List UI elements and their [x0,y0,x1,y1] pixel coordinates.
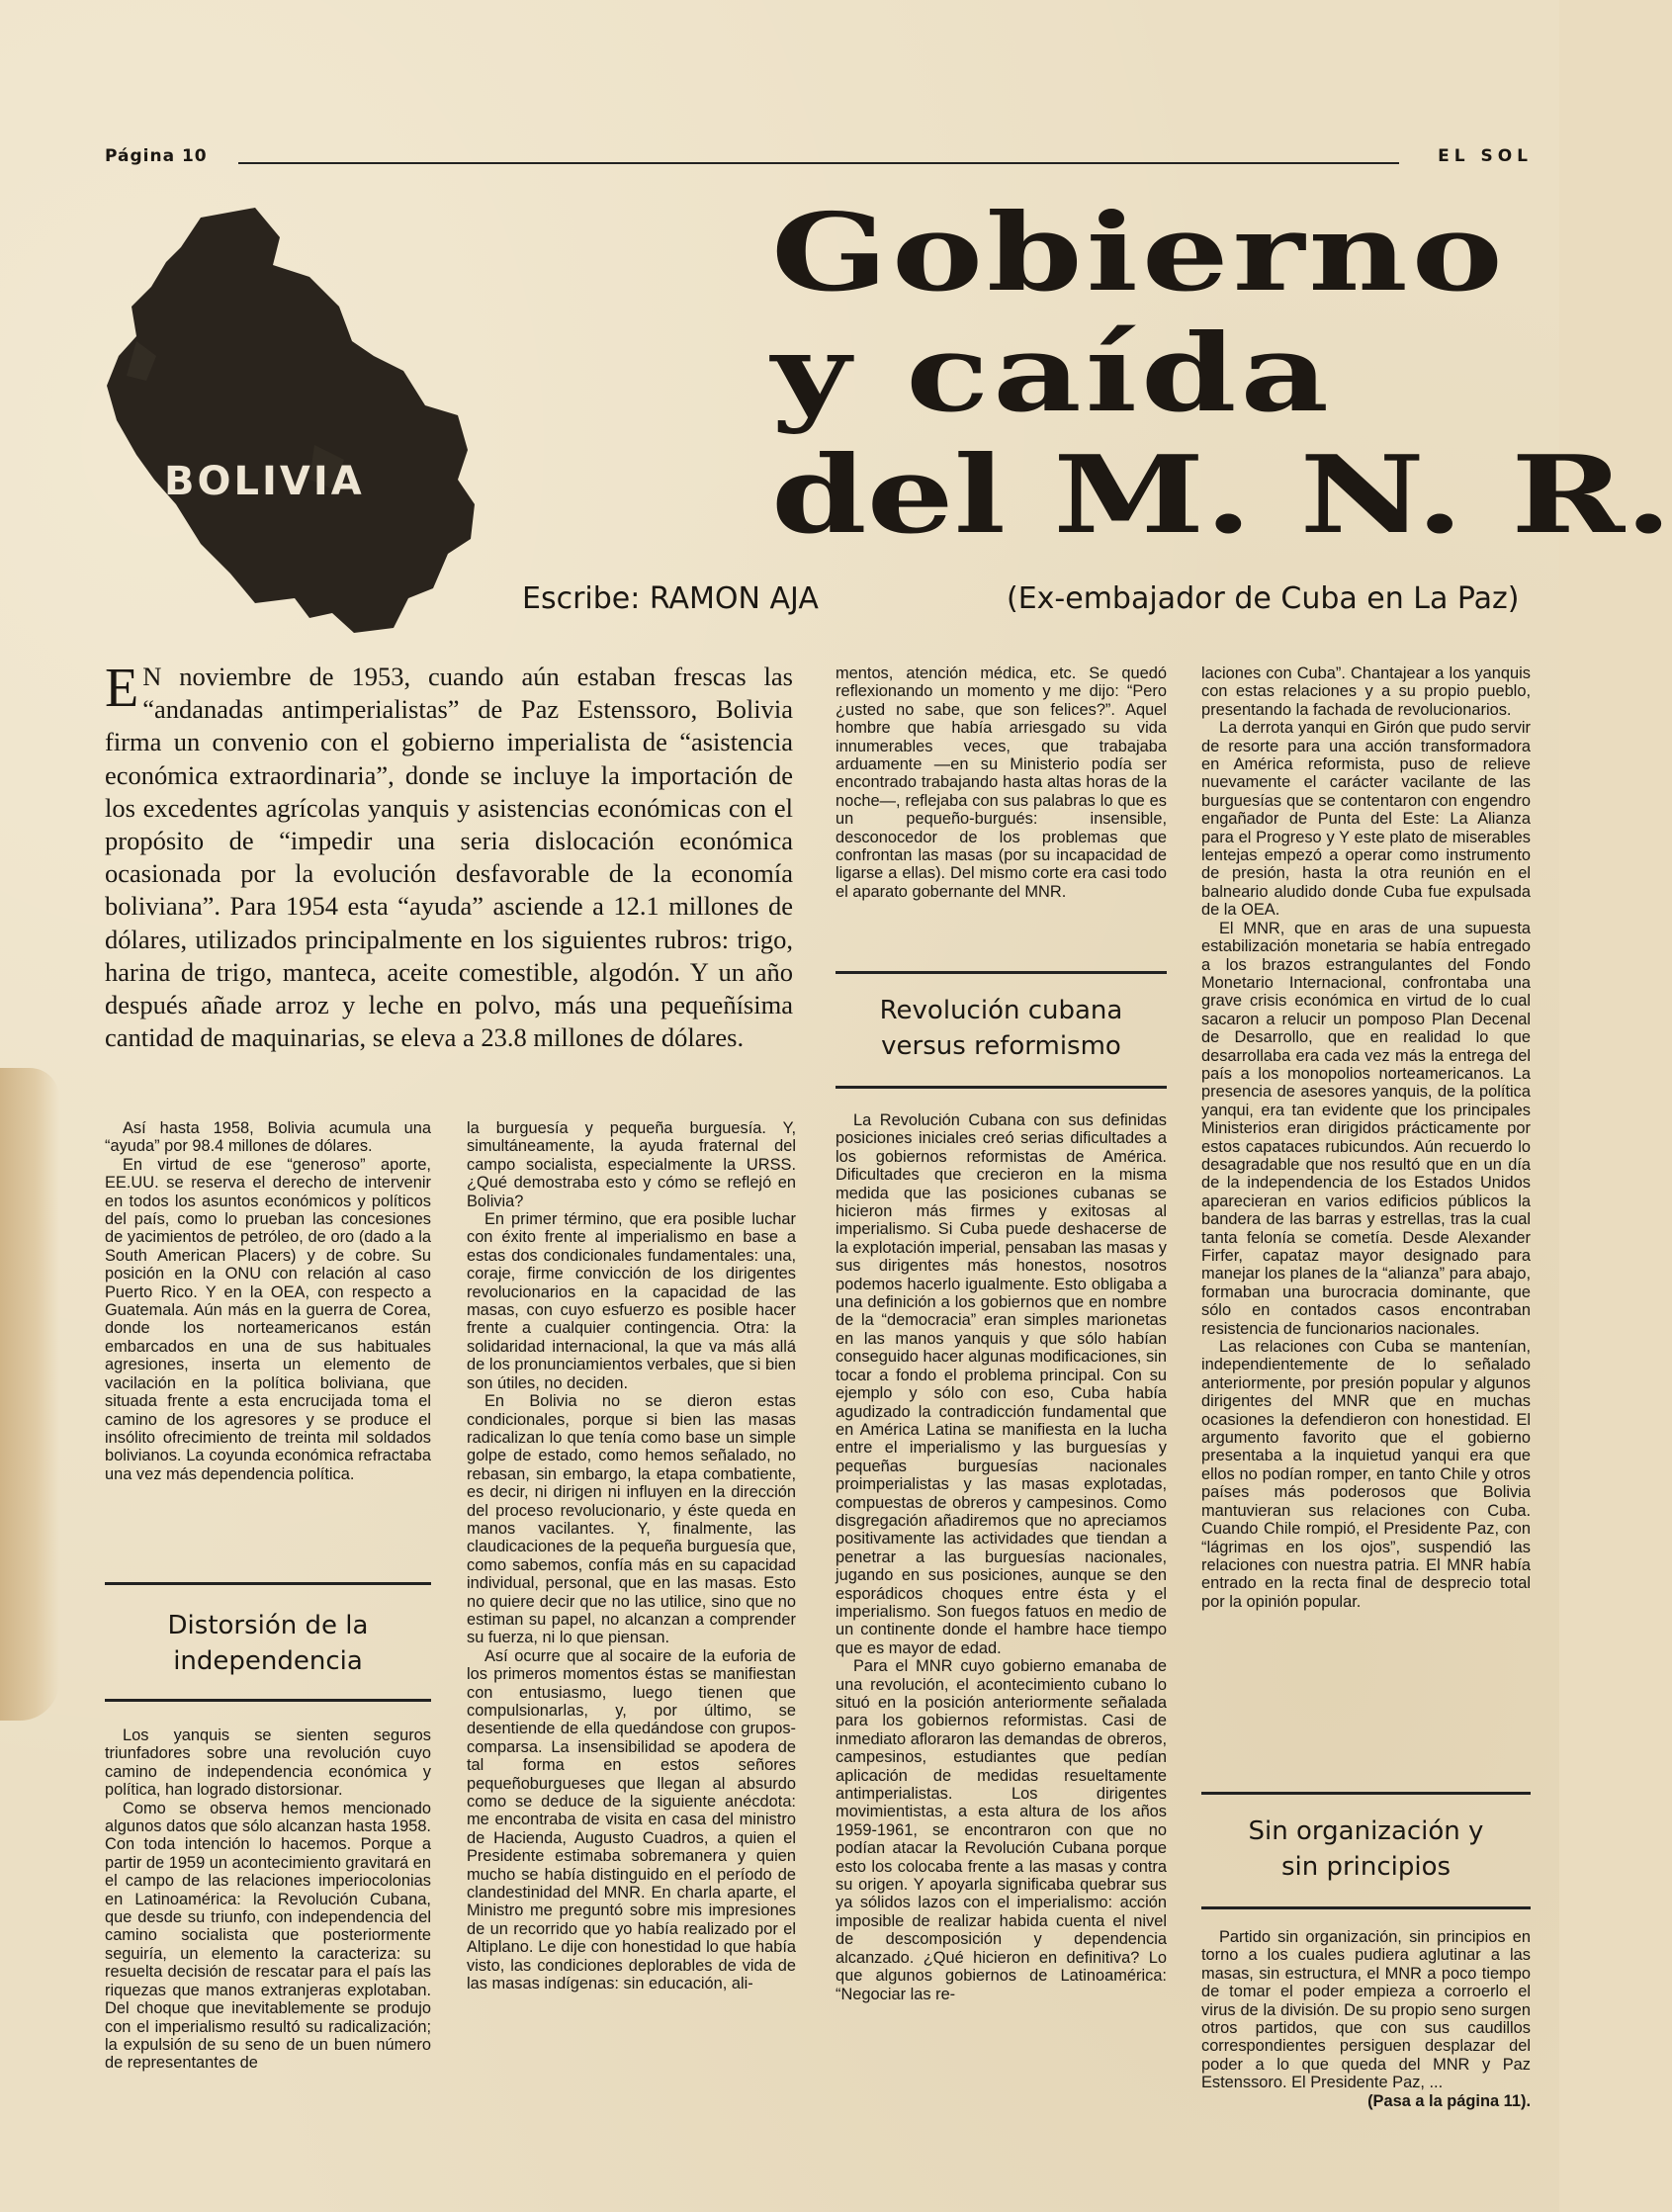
section-heading-sin-organizacion [1201,1792,1531,1910]
paragraph: La derrota yanqui en Girón que pudo servir de resorte para una acción transformadora en América reformista, puso de relieve nuevamente el carácter vacilante de las burguesías que se contentaron con engendro engañador de Punta del Este: La Alianza para el Progreso y Y este plato de miserables lentejas empezó a operar como instrumento de presión, hasta la otra reunión en el balneario aludido donde Cuba fue expulsada de la OEA. [1201,719,1531,920]
section-title: Sin organización y sin principios [1248,1816,1484,1882]
paragraph: laciones con Cuba”. Chantajear a los yanquis con estas relaciones y a su propio pueblo, presentando la fachada de revolucionarios. [1201,664,1531,719]
headline-line-1: Gobierno [771,191,1507,315]
paragraph: La Revolución Cubana con sus definidas posiciones iniciales creó serias dificultades a los gobiernos reformistas de América. Dificultades que crecieron en la misma medida que las posiciones cubanas se hicieron más firmes y exitosas al imperialismo. Si Cuba puede deshacerse de la explotación imperial, pensaban las masas y sus dirigentes más honestos, nosotros podemos hacerlo igualmente. Esto obligaba a una definición a los gobiernos que en nombre de la “democracia” eran simples marionetas en las manos yanquis y que sólo habían conseguido hacer algunas modificaciones, sin tocar a fondo el problema principal. Con su ejemplo y sólo con eso, Cuba había agudizado la contradicción fundamental que en América Latina se manifiesta en la lucha entre el imperialismo y las burguesías y pequeñas burguesías nacionales proimperialistas y las masas explotadas, compuestas de obreros y campesinos. Como disgregación añadiremos que no apreciamos positivamente las actividades que tiendan a penetrar a las burguesías nacionales, jugando en sus posiciones, aunque se den esporádicos choques entre ésta y el imperialismo. Son fuegos fatuos en medio de un continente donde el hambre hace tiempo que es mayor de edad. [836,1111,1167,1657]
column-1-bottom [105,1726,431,2073]
column-3-top [836,664,1167,901]
section-title: Revolución cubana versus reformismo [879,996,1123,1061]
section-heading-revolucion [836,971,1167,1090]
column-2 [467,1119,796,1993]
column-4-bottom [1201,1928,1531,2110]
lead-text: N noviembre de 1953, cuando aún estaban frescas las “andanadas antimperialistas” de Paz Estenssoro, Bolivia firma un convenio con el gobierno imperialista de “asistencia económica extraordinaria”, donde se incluye la importación de los excedentes agrícolas yanquis y asistencias económicas con el propósito de “impedir una seria dislocación económica ocasionada por la evolución desfavorable de la economía boliviana”. Para 1954 esta “ayuda” asciende a 12.1 millones de dólares, utilizados principalmente en los siguientes rubros: trigo, harina de trigo, manteca, aceite comestible, algodón. Y un año después añade arroz y leche en polvo, más una pequeñísima cantidad de maquinarias, se eleva a 23.8 millones de dólares. [105,662,793,1053]
lead-paragraph [105,658,793,1054]
divider [1201,1792,1531,1795]
paragraph: Para el MNR cuyo gobierno emanaba de una revolución, el acontecimiento cubano lo situó en la posición anteriormente señalada para los gobiernos reformistas. Casi de inmediato afloraron las demandas de obreros, campesinos, estudiantes que pedían aplicación de medidas resueltamente antimperialistas. Los dirigentes movimientistas, a esta altura de los años 1959-1961, se encontraron con que no podían atacar la Revolución Cubana porque esto los colocaba frente a las masas y contra su origen. Y apoyarla significaba quebrar sus ya sólidos lazos con el imperialismo: acción imposible de realizar habida cuenta el nivel de descomposición y dependencia alcanzado. ¿Qué hicieron en definitiva? Lo que algunos gobiernos de Latinoamérica: “Negociar las re- [836,1657,1167,2003]
column-3-bottom [836,1111,1167,2003]
paragraph: En virtud de ese “generoso” aporte, EE.UU. se reserva el derecho de intervenir en todos los asuntos económicos y políticos del país, como lo prueban las concesiones de yacimientos de petróleo, de oro (dado a la South American Placers) y de cobre. Su posición en la ONU con relación al caso Puerto Rico. Y en la OEA, con respecto a Guatemala. Aún más en la guerra de Corea, donde los norteamericanos están embarcados en una de sus habituales agresiones, inserta un elemento de vacilación en la política boliviana, que situada frente a esta encrucijada toma el camino de los agresores y se produce el insólito ofrecimiento de treinta mil soldados bolivianos. La coyunda económica refractaba una vez más dependencia política. [105,1155,431,1483]
header-rule [238,162,1399,164]
paragraph: Así hasta 1958, Bolivia acumula una “ayuda” por 98.4 millones de dólares. [105,1119,431,1156]
page-number: Página 10 [105,146,208,166]
divider [836,1086,1167,1089]
paragraph: Partido sin organización, sin principios en torno a los cuales pudiera aglutinar a las masas, sin estructura, el MNR a poco tiempo de tomar el poder empieza a corroerlo el virus de la división. De su propio seno surgen otros partidos, que con sus caudillos correspondientes persiguen desplazar del poder a lo que queda del MNR y Paz Estenssoro. El Presidente Paz, ... [1201,1928,1531,2092]
map-label: BOLIVIA [164,459,365,504]
paragraph: Las relaciones con Cuba se mantenían, independientemente de lo señalado anteriormente, por presión popular y algunos dirigentes del MNR que en muchas ocasiones la defendieron con honestidad. El argumento favorito que el gobierno presentaba a la inquietud yanqui era que ellos no podían romper, en tanto Chile y otros países más poderosos que Bolivia mantuvieran sus relaciones con Cuba. Cuando Chile rompió, el Presidente Paz, con “lágrimas en los ojos”, suspendió las relaciones con nuestra patria. El MNR había entrado en la recta final de desprecio total por la opinión popular. [1201,1338,1531,1611]
divider [105,1699,431,1702]
paragraph: mentos, atención médica, etc. Se quedó reflexionando un momento y me dijo: “Pero ¿usted no sabe, que son felices?”. Aquel hombre que había arriesgado su vida innumerables veces, que trabajaba arduamente —en su Ministerio podía ser encontrado trabajando hasta altas horas de la noche—, reflejaba con sus palabras lo que es un pequeño-burgués: insensible, desconocedor de los problemas que confrontan las masas (por su incapacidad de ligarse a ellas). Del mismo corte era casi todo el aparato gobernante del MNR. [836,664,1167,901]
column-4-top [1201,664,1531,1611]
bolivia-map-image [107,208,483,633]
divider [105,1582,431,1585]
byline-role: (Ex-embajador de Cuba en La Paz) [1007,581,1520,616]
page-header [105,146,1533,170]
byline-author: Escribe: RAMON AJA [522,581,819,616]
paragraph: En Bolivia no se dieron estas condicionales, porque si bien las masas radicalizan lo que tenía como base un simple golpe de estado, como hemos señalado, no rebasan, sin embargo, la etapa combatiente, es decir, ni dirigen ni influyen en la dirección del proceso revolucionario, y éste queda en manos vacilantes. Y, finalmente, las claudicaciones de la pequeña burguesía que, como sabemos, confía más en su capacidad individual, personal, que en las masas. Esto no quiere decir que no las utilice, sino que no estiman su papel, no alcanzan a comprender su fuerza, ni lo que piensan. [467,1392,796,1647]
section-title: Distorsión de la independencia [167,1611,369,1676]
paragraph: Así ocurre que al socaire de la euforia de los primeros momentos éstas se manifiestan con entusiasmo, luego tienen que compulsionarlas, y, por último, se desentiende de ella quedándose con grupos-comparsa. La insensibilidad se apodera de tal forma en estos señores pequeñoburgueses que llegan al absurdo como se deduce de la siguiente anécdota: me encontraba de visita en casa del ministro de Hacienda, Augusto Cuadros, a quien el Presidente estimaba sobremanera y quien mucho se había distinguido en el período de clandestinidad del MNR. En charla aparte, el Ministro me preguntó sobre mis impresiones de un recorrido que yo había realizado por el Altiplano. Le dije con honestidad lo que había visto, las condiciones deplorables de vida de las masas indígenas: sin educación, ali- [467,1646,796,1993]
headline-line-2: y caída [771,311,1333,436]
column-1-top [105,1119,431,1483]
divider [836,971,1167,974]
section-heading-distorsion [105,1582,431,1705]
headline-line-3: del M. N. R. [771,433,1672,558]
drop-cap: E [105,658,139,719]
paragraph: la burguesía y pequeña burguesía. Y, simultáneamente, la ayuda fraternal del campo socialista, especialmente la URSS. ¿Qué demostraba esto y cómo se reflejó en Bolivia? [467,1119,796,1210]
paper-stain [0,1068,59,1721]
publication-name: EL SOL [1438,146,1533,166]
paragraph: Los yanquis se sienten seguros triunfadores sobre una revolución cuyo camino de independencia económica y política, han logrado distorsionar. [105,1726,431,1800]
continued-note: (Pasa a la página 11). [1367,2091,1531,2110]
paragraph: Como se observa hemos mencionado algunos datos que sólo alcanzan hasta 1958. Con toda intención lo hacemos. Porque a partir de 1959 un acontecimiento gravitará en el campo de las relaciones imperiocolonias en Latinoamérica: la Revolución Cubana, que desde su triunfo, con independencia del camino socialista que posteriormente seguiría, un elemento la caracteriza: su resuelta decisión de rescatar para el país las riquezas que manos extranjeras explotaban. Del choque que inevitablemente se produjo con el imperialismo resultó su radicalización; la expulsión de su seno de un buen número de representantes de [105,1799,431,2073]
paragraph: El MNR, que en aras de una supuesta estabilización monetaria se había entregado a los brazos estrangulantes del Fondo Monetario Internacional, confrontaba una grave crisis económica en virtud de lo cual sacaron a relucir un pomposo Plan Decenal de Desarrollo, que en realidad lo que desarrollaba era cada vez más la entrega del país a los monopolios norteamericanos. La presencia de asesores yanquis, de la política yanqui, era tan evidente que los principales Ministerios eran dirigidos prácticamente por estos capataces rubicundos. Aún recuerdo lo desagradable que nos resultó que en un día de la independencia de los Estados Unidos aparecieran en varios edificios públicos la bandera de las barras y estrellas, tras la cual tanta felonía se cometía. Desde Alexander Firfer, capataz mayor designado para manejar los planes de la “alianza” para abajo, formaban una burocracia dominante, que sólo en contados casos encontraban resistencia de funcionarios nacionales. [1201,919,1531,1338]
paragraph: En primer término, que era posible luchar con éxito frente al imperialismo en base a estas dos condicionales fundamentales: una, coraje, firme convicción de los dirigentes revolucionarios en la capacidad de las masas, con cuyo esfuerzo es posible hacer frente a cualquier contingencia. Otra: la solidaridad internacional, la que va más allá de los pronunciamientos verbales, que si bien son útiles, no deciden. [467,1210,796,1392]
bolivia-map-icon [107,208,483,633]
divider [1201,1906,1531,1909]
